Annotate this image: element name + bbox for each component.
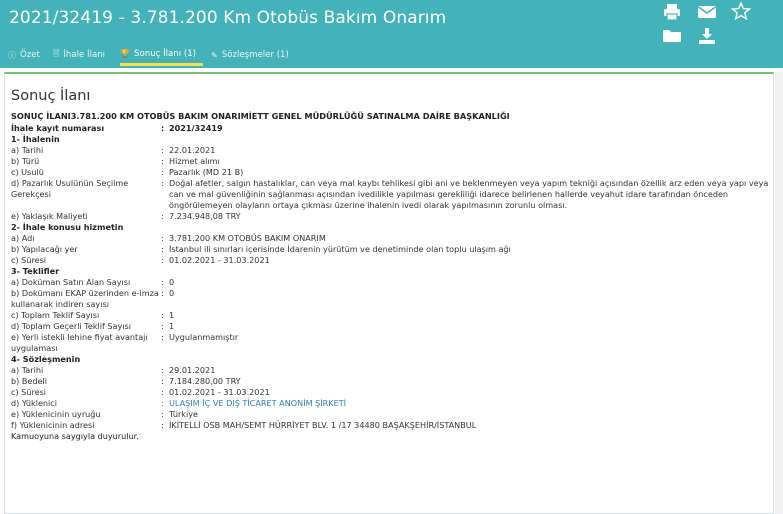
detail-row <box>11 255 771 266</box>
tab-summary[interactable] <box>8 44 47 66</box>
edit-icon: ✎ <box>211 50 218 60</box>
detail-value: : 1 <box>161 310 771 321</box>
tab-label: İhale İlanı <box>63 50 106 60</box>
detail-row <box>11 233 771 244</box>
detail-label: 4- Sözleşmenin <box>11 354 81 364</box>
detail-label: Kamuoyuna saygıyla duyurulur. <box>11 431 139 441</box>
detail-value: : Uygulanmamıştır <box>161 332 771 343</box>
download-icon[interactable] <box>697 27 717 45</box>
detail-label: a) Adı <box>11 233 35 243</box>
scrollbar[interactable] <box>775 72 783 514</box>
detail-row <box>11 376 771 387</box>
page-title: 2021/32419 - 3.781.200 Km Otobüs Bakım Onarım <box>9 8 447 28</box>
tab-contracts[interactable] <box>211 44 296 66</box>
tab-label: Sözleşmeler (1) <box>221 50 289 60</box>
detail-row <box>11 178 771 211</box>
section-row <box>11 354 771 365</box>
detail-value: : 29.01.2021 <box>161 365 771 376</box>
detail-value: : 22.01.2021 <box>161 145 771 156</box>
detail-value: : 2021/32419 <box>161 123 771 134</box>
detail-value: : 3.781.200 KM OTOBÜS BAKIM ONARIM <box>161 233 771 244</box>
detail-row <box>11 167 771 178</box>
detail-row <box>11 277 771 288</box>
detail-label: a) Tarihi <box>11 145 44 155</box>
detail-label: 2- İhale konusu hizmetin <box>11 222 124 232</box>
detail-label: d) Pazarlık Usulünün Seçilme Gerekçesi <box>11 178 129 199</box>
mail-icon[interactable] <box>697 3 717 21</box>
detail-value: : Pazarlık (MD 21 B) <box>161 167 771 178</box>
detail-value: : 1 <box>161 321 771 332</box>
contractor-link[interactable]: : ULAŞIM İÇ VE DIŞ TİCARET ANONİM ŞİRKETİ <box>161 398 771 409</box>
detail-value: : Doğal afetler, salgın hastalıklar, can veya mal kaybı tehlikesi gibi ani ve beklenmeyen veya yapım tekniği açısından özellik arz eden veya yapı veya can ve mal güvenliğinin sağlanması açısından ivedilikle yapılması gerekliliği idarece belirlenen hallerde veyahut idare tarafından önceden öngörülemeyen olayların ortaya çıkması üzerine ihalenin ivedi olarak yapılmasının zorunlu olması. <box>161 178 771 211</box>
trophy-icon: 🏆 <box>120 49 131 58</box>
detail-label: d) Toplam Geçerli Teklif Sayısı <box>11 321 132 331</box>
section-row <box>11 222 771 233</box>
detail-row <box>11 387 771 398</box>
tab-result-notice[interactable] <box>120 44 203 66</box>
section-row <box>11 431 771 442</box>
detail-label: a) Doküman Satın Alan Sayısı <box>11 277 131 287</box>
document-icon: 🗎 <box>52 49 60 58</box>
detail-value: : 0 <box>161 277 771 288</box>
detail-row <box>11 310 771 321</box>
section-row <box>11 266 771 277</box>
detail-value: : 01.02.2021 - 31.03.2021 <box>161 255 771 266</box>
detail-label: b) Yapılacağı yer <box>11 244 78 254</box>
detail-row <box>11 288 771 310</box>
detail-row <box>11 123 771 134</box>
section-title: Sonuç İlanı <box>11 88 91 104</box>
detail-label: e) Yerli istekli lehine fiyat avantajı uygulaması <box>11 332 148 353</box>
detail-label: İhale kayıt numarası <box>11 123 105 133</box>
header-actions <box>643 0 783 68</box>
detail-value: : Hizmet alımı <box>161 156 771 167</box>
tab-label: Sonuç İlanı (1) <box>134 48 197 59</box>
detail-row <box>11 244 771 255</box>
detail-row <box>11 211 771 222</box>
detail-label: c) Süresi <box>11 255 47 265</box>
detail-label: c) Usulü <box>11 167 44 177</box>
folder-icon[interactable] <box>662 27 682 45</box>
detail-label: c) Süresi <box>11 387 47 397</box>
detail-label: 1- İhalenin <box>11 134 60 144</box>
detail-row <box>11 398 771 409</box>
detail-label: 3- Teklifler <box>11 266 60 276</box>
detail-row <box>11 420 771 431</box>
notice-details <box>11 123 771 442</box>
detail-row <box>11 409 771 420</box>
detail-value: : İKİTELLİ OSB MAH/SEMT HÜRRİYET BLV. 1 /17 34480 BAŞAKŞEHİR/İSTANBUL <box>161 420 771 431</box>
detail-row <box>11 332 771 354</box>
notice-heading: SONUÇ İLANI3.781.200 KM OTOBÜS BAKIM ONARIMİETT GENEL MÜDÜRLÜĞÜ SATINALMA DAİRE BAŞKANLIĞI <box>11 111 510 121</box>
detail-label: b) Türü <box>11 156 40 166</box>
detail-label: a) Tarihi <box>11 365 44 375</box>
detail-label: e) Yaklaşık Maliyeti <box>11 211 88 221</box>
detail-row <box>11 145 771 156</box>
detail-row <box>11 156 771 167</box>
tab-label: Özet <box>20 50 40 60</box>
detail-row <box>11 321 771 332</box>
detail-value: : 7.234.948,08 TRY <box>161 211 771 222</box>
print-icon[interactable] <box>662 3 682 21</box>
tab-tender-notice[interactable] <box>53 44 112 66</box>
detail-value: : Türkiye <box>161 409 771 420</box>
detail-label: b) Bedeli <box>11 376 48 386</box>
detail-row <box>11 365 771 376</box>
detail-value: : 01.02.2021 - 31.03.2021 <box>161 387 771 398</box>
detail-value: : 0 <box>161 288 771 299</box>
result-notice-panel <box>4 72 774 514</box>
detail-value: : İstanbul ili sınırları içerisinde İdarenin yürütüm ve denetiminde olan toplu ulaşım ağı <box>161 244 771 255</box>
section-row <box>11 134 771 145</box>
detail-label: c) Toplam Teklif Sayısı <box>11 310 100 320</box>
detail-value: : 7.184.280,00 TRY <box>161 376 771 387</box>
app-header <box>0 0 783 68</box>
info-icon: ⓘ <box>8 50 16 60</box>
detail-label: f) Yüklenicinin adresi <box>11 420 95 430</box>
detail-label: e) Yüklenicinin uyruğu <box>11 409 101 419</box>
detail-label: b) Dokümanı EKAP üzerinden e-imza kullanarak indiren sayısı <box>11 288 159 309</box>
tab-bar <box>8 44 296 66</box>
detail-label: d) Yüklenici <box>11 398 58 408</box>
star-icon[interactable] <box>731 2 751 20</box>
